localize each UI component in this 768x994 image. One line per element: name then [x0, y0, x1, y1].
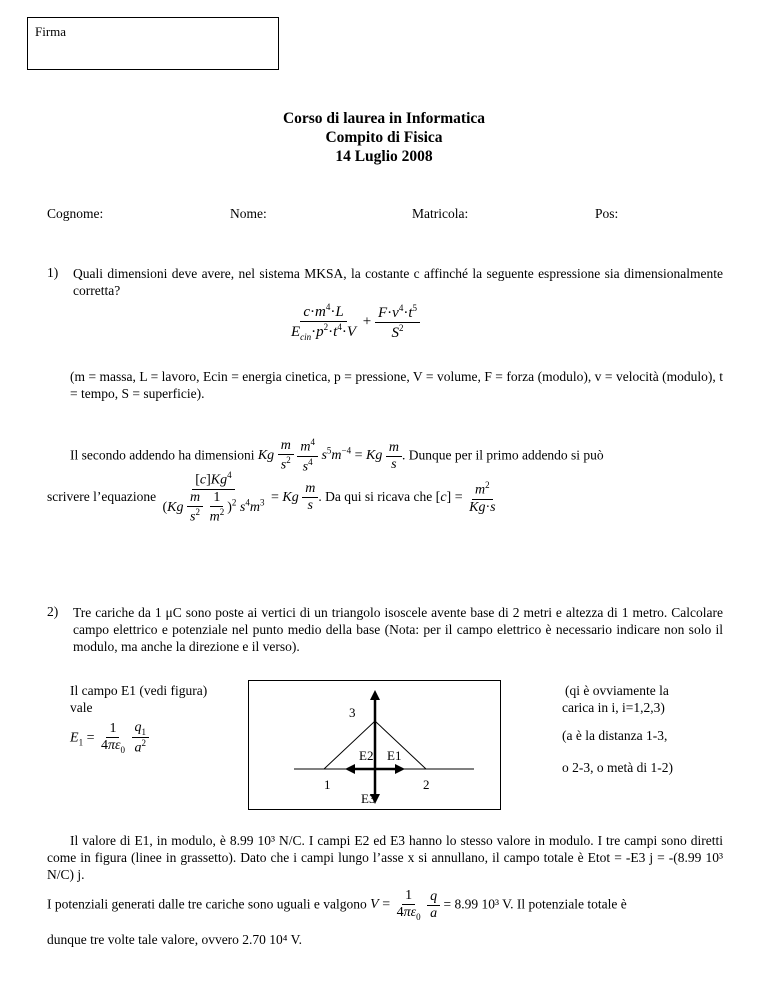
exam-title: Compito di Fisica: [325, 129, 443, 146]
nome-label: Nome:: [230, 206, 267, 221]
charges-diagram: [249, 681, 502, 811]
q2-left-note-2: vale: [70, 700, 93, 715]
e1-formula: $E_1$ = $\frac{1}{4\pi\varepsilon_0}$ $\frac{q_1}{a^2}$: [70, 720, 149, 757]
q1-sol-line1-pre: Il secondo addendo ha dimensioni: [70, 447, 255, 463]
q1-sol-line1-post: . Dunque per il primo addendo si può: [401, 447, 604, 463]
label-e3: E3: [361, 791, 376, 806]
label-charge-1: 1: [324, 777, 331, 792]
q2-right-note-1: (qi è ovviamente la: [565, 683, 669, 698]
charges-figure: [248, 680, 501, 810]
matricola-label: Matricola:: [412, 206, 469, 221]
q2-paragraph-1: Il valore di E1, in modulo, è 8.99 10³ N/C. I campi E2 ed E3 hanno lo stesso valore in modulo. I tre campi sono diretti come in figura (linee in grassetto). Dato che i campi lungo l’asse x si annullano, il campo totale è Etot = -E3 j = -(8.99 10³ N/C) j.: [47, 833, 723, 882]
q2-right-note-3: (a è la distanza 1-3,: [562, 728, 668, 743]
e2-arrowhead: [395, 764, 405, 774]
q1-sol-line2-mid: . Da qui si ricava che: [318, 489, 433, 505]
q2-paragraph-2: I potenziali generati dalle tre cariche sono uguali e valgono V = $\frac{1}{4\pi\varepsilon_0}$ $\frac{q}{a}$ = 8.99 10³ V. Il potenziale totale è: [47, 888, 627, 922]
q1-solution-line1: Il secondo addendo ha dimensioni Kg $\frac{m}{s^2}$ $\frac{m^4}{s^4}$ $s^5m^{-4} = Kg$ $\frac{m}{s}$ . Dunque per il primo addendo si può: [70, 437, 604, 475]
label-e2: E2: [359, 748, 374, 763]
q1-number: 1): [47, 265, 59, 280]
q2-right-note-2: carica in i, i=1,2,3): [562, 700, 665, 715]
course-title: Corso di laurea in Informatica: [282, 110, 486, 127]
e1-arrowhead: [345, 764, 355, 774]
q1-text: Quali dimensioni deve avere, nel sistema MKSA, la costante c affinché la seguente espressione sia dimensionalmente corretta?: [73, 266, 723, 298]
q2-para2-pre: I potenziali generati dalle tre cariche sono uguali e valgono: [47, 896, 367, 912]
q1-formula: $\frac{c\cdot m^4\cdot L}{E_{cin}\cdot p^2\cdot t^4\cdot V}$ + $\frac{F\cdot v^4\cdot t^5}{S^2}$: [288, 302, 420, 343]
q1-legend: (m = massa, L = lavoro, Ecin = energia cinetica, p = pressione, V = volume, F = forza (modulo), v = velocità (modulo), t = tempo, S = superficie).: [70, 369, 723, 401]
signature-label: Firma: [35, 24, 67, 39]
cognome-label: Cognome:: [47, 206, 104, 221]
exam-date: 14 Luglio 2008: [335, 148, 433, 165]
y-arrowhead-up: [370, 690, 380, 700]
q2-right-note-4: o 2-3, o metà di 1-2): [562, 760, 673, 775]
q2-para2-post: = 8.99 10³ V. Il potenziale totale è: [443, 896, 627, 912]
q2-number: 2): [47, 604, 59, 619]
q2-paragraph-3: dunque tre volte tale valore, ovvero 2.70 10⁴ V.: [47, 932, 303, 947]
pos-label: Pos:: [595, 206, 619, 221]
signature-box: [27, 17, 279, 70]
label-e1: E1: [387, 748, 402, 763]
q2-left-note-1: Il campo E1 (vedi figura): [70, 683, 208, 698]
label-charge-3: 3: [349, 705, 356, 720]
q1-solution-line2: scrivere l’equazione [c]Kg$^4$ (Kg $\frac{m}{s^2}$ $\frac{1}{m^2}$ )$^2$ $s^4m^3$ = Kg $\frac{m}{s}$ . Da qui si ricava che [c] = $\frac{m^2}{Kg\cdot s}$: [47, 470, 496, 525]
q2-text: Tre cariche da 1 μC sono poste ai vertici di un triangolo isoscele avente base di 2 metri e altezza di 1 metro. Calcolare campo elettrico e potenziale nel punto medio della base (Nota: per il campo elettrico è necessario indicare non solo il modulo, ma anche la direzione e il verso).: [73, 605, 723, 654]
q1-sol-line2-pre: scrivere l’equazione: [47, 489, 157, 505]
label-charge-2: 2: [423, 777, 430, 792]
